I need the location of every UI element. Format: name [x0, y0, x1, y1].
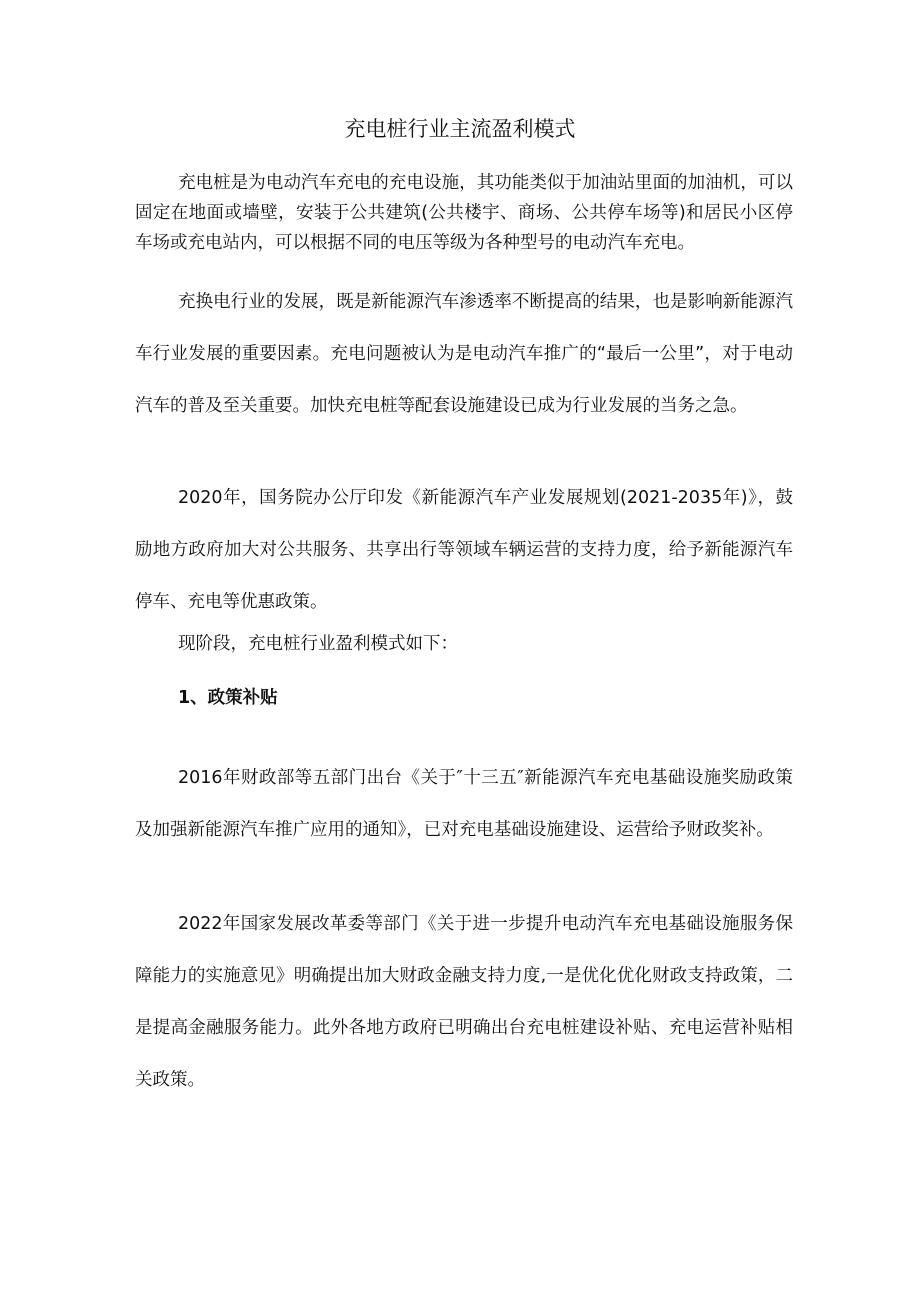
document-title: 充电桩行业主流盈利模式: [344, 117, 576, 141]
paragraph-definition: 充电桩是为电动汽车充电的充电设施，其功能类似于加油站里面的加油机，可以固定在地面或墙壁，安装于公共建筑(公共楼宇、商场、公共停车场等)和居民小区停车场或充电站内，可以根据不同的电压等级为各种型号的电动汽车充电。: [135, 173, 793, 253]
paragraph-industry-development: 充换电行业的发展，既是新能源汽车渗透率不断提高的结果，也是影响新能源汽车行业发展的重要因素。充电问题被认为是电动汽车推广的“最后一公里”，对于电动汽车的普及至关重要。加快充电桩等配套设施建设已成为行业发展的当务之急。: [135, 292, 793, 416]
paragraph-2020-policy: 2020年，国务院办公厅印发《新能源汽车产业发展规划(2021-2035年)》，鼓励地方政府加大对公共服务、共享出行等领域车辆运营的支持力度，给予新能源汽车停车、充电等优惠政策。: [135, 488, 793, 612]
paragraph-2022-policy: 2022年国家发展改革委等部门《关于进一步提升电动汽车充电基础设施服务保障能力的实施意见》明确提出加大财政金融支持力度,一是优化优化财政支持政策，二是提高金融服务能力。此外各地方政府已明确出台充电桩建设补贴、充电运营补贴相关政策。: [135, 914, 793, 1090]
section-heading-policy-subsidy: 1、政策补贴: [178, 688, 278, 708]
paragraph-2016-policy: 2016年财政部等五部门出台《关于″十三五″新能源汽车充电基础设施奖励政策及加强新能源汽车推广应用的通知》，已对充电基础设施建设、运营给予财政奖补。: [135, 768, 793, 840]
paragraph-profit-intro: 现阶段，充电桩行业盈利模式如下：: [178, 634, 458, 654]
